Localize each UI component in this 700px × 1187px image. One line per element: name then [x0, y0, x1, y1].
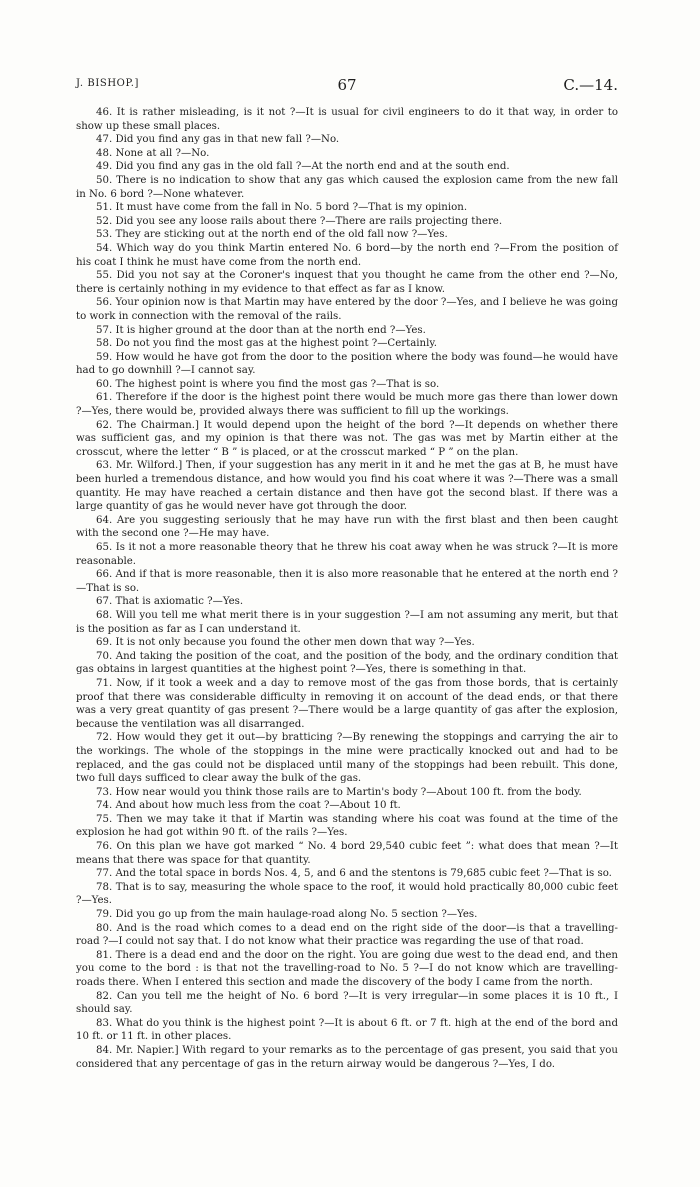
- testimony-paragraph: 51. It must have come from the fall in No. 5 bord ?—That is my opinion.: [96, 202, 468, 214]
- testimony-paragraph: 63. Mr. Wilford.] Then, if your suggestion has any merit in it and he met the gas at B, he must have been hurled a tremendous distance, and how would you find his coat where it was ?—There was a small quantity. He may have reached a certain distance and then have got the second blast. If there was a large quantity of gas he would never have got through the door.: [76, 460, 618, 513]
- testimony-paragraph: 79. Did you go up from the main haulage-road along No. 5 section ?—Yes.: [96, 909, 478, 921]
- testimony-paragraph: 73. How near would you think those rails are to Martin's body ?—About 100 ft. from the body.: [96, 786, 582, 798]
- page-number: 67: [337, 76, 357, 94]
- testimony-paragraph: 48. None at all ?—No.: [96, 147, 210, 159]
- testimony-paragraph: 62. The Chairman.] It would depend upon the height of the bord ?—It depends on whether there was sufficient gas, and my opinion is that there was not. The gas was met by Martin either at the crosscut, where the letter “ B ” is placed, or at the crosscut marked “ P ” on the plan.: [76, 419, 618, 458]
- testimony-paragraph: 69. It is not only because you found the other men down that way ?—Yes.: [96, 637, 475, 649]
- testimony-paragraph: 64. Are you suggesting seriously that he may have run with the first blast and then been caught with the second one ?—He may have.: [76, 514, 618, 540]
- testimony-paragraph: 74. And about how much less from the coat ?—About 10 ft.: [96, 800, 401, 812]
- testimony-paragraph: 66. And if that is more reasonable, then it is also more reasonable that he entered at the north end ?—That is so.: [76, 569, 618, 594]
- testimony-paragraph: 70. And taking the position of the coat, and the position of the body, and the ordinary condition that gas obtains in largest quantities at the highest point ?—Yes, there is something in that.: [76, 650, 618, 676]
- testimony-body: [76, 106, 618, 1071]
- testimony-paragraph: 71. Now, if it took a week and a day to remove most of the gas from those bords, that is certainly proof that there was considerable difficulty in removing it on account of the dead ends, or that there was a very great quantity of gas present ?—There would be a large quantity of gas after the explosion, because the ventilation was all disarranged.: [76, 677, 618, 730]
- testimony-paragraph: 75. Then we may take it that if Martin was standing where his coat was found at the time of the explosion he had got within 90 ft. of the rails ?—Yes.: [76, 813, 618, 839]
- testimony-paragraph: 80. And is the road which comes to a dead end on the right side of the door—is that a travelling-road ?—I could not say that. I do not know what their practice was regarding the use of that road.: [76, 922, 618, 948]
- testimony-paragraph: 50. There is no indication to show that any gas which caused the explosion came from the new fall in No. 6 bord ?—None whatever.: [76, 174, 618, 200]
- witness-running-head: J. BISHOP.]: [76, 78, 140, 89]
- testimony-paragraph: 68. Will you tell me what merit there is in your suggestion ?—I am not assuming any merit, but that is the position as far as I can understand it.: [76, 609, 618, 635]
- testimony-paragraph: 58. Do not you find the most gas at the highest point ?—Certainly.: [96, 338, 438, 350]
- testimony-paragraph: 53. They are sticking out at the north end of the old fall now ?—Yes.: [96, 229, 448, 241]
- testimony-paragraph: 61. Therefore if the door is the highest point there would be much more gas there than lower down ?—Yes, there would be, provided always there was sufficient to fill up the workings.: [76, 392, 618, 418]
- testimony-paragraph: 72. How would they get it out—by bratticing ?—By renewing the stoppings and carrying the air to the workings. The whole of the stoppings in the mine were practically knocked out and had to be replaced, and the gas could not be displaced until many of the stoppings had been rebuilt. This done, two full days sufficed to clear away the bulk of the gas.: [76, 732, 618, 785]
- testimony-paragraph: 59. How would he have got from the door to the position where the body was found—he would have had to go downhill ?—I cannot say.: [76, 351, 618, 377]
- testimony-paragraph: 56. Your opinion now is that Martin may have entered by the door ?—Yes, and I believe he was going to work in connection with the removal of the rails.: [76, 297, 618, 322]
- testimony-paragraph: 84. Mr. Napier.] With regard to your remarks as to the percentage of gas present, you said that you considered that any percentage of gas in the return airway would be dangerous ?—Yes, I do.: [76, 1044, 618, 1070]
- testimony-paragraph: 54. Which way do you think Martin entered No. 6 bord—by the north end ?—From the position of his coat I think he must have come from the north end.: [76, 242, 618, 268]
- testimony-paragraph: 82. Can you tell me the height of No. 6 bord ?—It is very irregular—in some places it is 10 ft., I should say.: [76, 990, 618, 1016]
- testimony-paragraph: 65. Is it not a more reasonable theory that he threw his coat away when he was struck ?—It is more reasonable.: [76, 542, 618, 567]
- testimony-paragraph: 60. The highest point is where you find the most gas ?—That is so.: [96, 378, 440, 390]
- testimony-paragraph: 77. And the total space in bords Nos. 4, 5, and 6 and the stentons is 79,685 cubic feet ?—That is so.: [96, 868, 612, 880]
- testimony-paragraph: 81. There is a dead end and the door on the right. You are going due west to the dead end, and then you come to the bord : is that not the travelling-road to No. 5 ?—I do not know which are travelling-roads there. When I entered this section and made the discovery of the body I came from the north.: [76, 949, 618, 988]
- testimony-paragraph: 49. Did you find any gas in the old fall ?—At the north end and at the south end.: [96, 161, 510, 173]
- testimony-paragraph: 57. It is higher ground at the door than at the north end ?—Yes.: [96, 324, 426, 336]
- testimony-paragraph: 67. That is axiomatic ?—Yes.: [96, 596, 244, 608]
- testimony-paragraph: 52. Did you see any loose rails about there ?—There are rails projecting there.: [96, 215, 503, 227]
- testimony-paragraph: 55. Did you not say at the Coroner's inquest that you thought he came from the other end ?—No, there is certainly nothing in my evidence to that effect as far as I know.: [76, 270, 618, 295]
- page-header: [76, 76, 618, 96]
- testimony-paragraph: 46. It is rather misleading, is it not ?—It is usual for civil engineers to do it that way, in order to show up these small places.: [76, 107, 618, 132]
- testimony-paragraph: 47. Did you find any gas in that new fall ?—No.: [96, 134, 340, 146]
- testimony-paragraph: 78. That is to say, measuring the whole space to the roof, it would hold practically 80,000 cubic feet ?—Yes.: [76, 881, 618, 907]
- testimony-paragraph: 76. On this plan we have got marked “ No. 4 bord 29,540 cubic feet ”: what does that mean ?—It means that there was space for that quantity.: [76, 841, 618, 866]
- document-reference: C.—14.: [563, 76, 618, 94]
- testimony-paragraph: 83. What do you think is the highest point ?—It is about 6 ft. or 7 ft. high at the end of the bord and 10 ft. or 11 ft. in other places.: [76, 1017, 618, 1043]
